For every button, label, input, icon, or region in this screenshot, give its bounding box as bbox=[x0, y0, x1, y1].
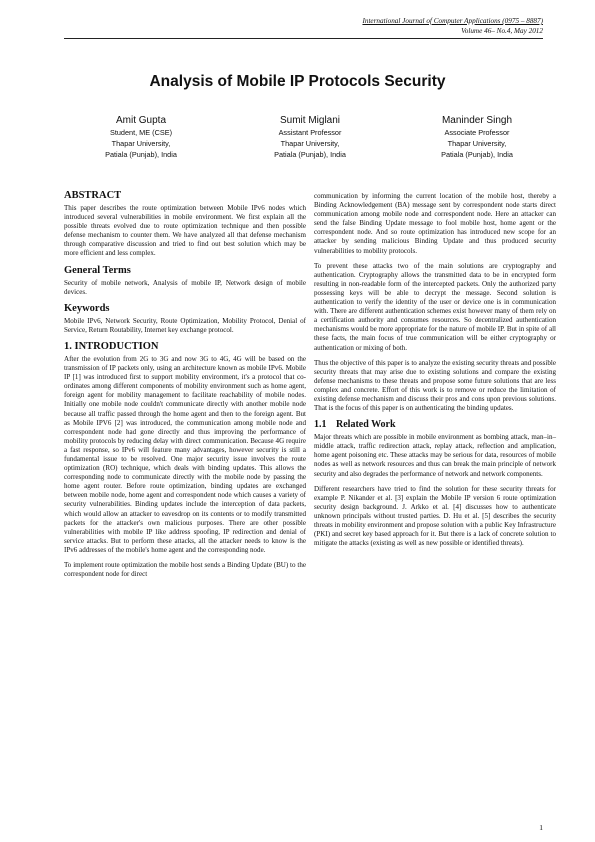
keywords-text: Mobile IPv6, Network Security, Route Optimization, Mobility Protocol, Denial of Service, Return Routability, Internet key exchange protocol. bbox=[64, 316, 306, 334]
running-header bbox=[362, 16, 543, 36]
author-block-3 bbox=[392, 114, 562, 160]
author-role: Student, ME (CSE) bbox=[109, 128, 173, 137]
body-paragraph: communication by informing the current location of the mobile host, thereby a Binding Acknowledgement (BA) message sent by correspondent node starts direct communication among mobile node and correspondent node. Here an attacker can send the false Binding Update message to fool mobile host, home agent or the correspondent node. And so route optimization has introduced new scope for an attacker by sending malicious Binding Update and thus produced security vulnerabilities to mobility protocols. bbox=[314, 192, 556, 255]
body-paragraph: To prevent these attacks two of the main solutions are cryptography and authentication. Cryptography allows the transmitted data to be in encrypted form resulting in non-readable form of the intercepted packets. Only the authorized party possessing keys will be able to decrypt the message. Second solution is authentication to verify the identity of the user or device one is in communication with. There are different authentication schemes exist however many of them rely on a certification authority and consumes resources. So decentralized authentication mechanisms would be more appropriate for the nature of mobile IP. But in spite of all these facts, the main focus of true communication will be either cryptography or authentication or mixing of both. bbox=[314, 261, 556, 352]
author-location: Patiala (Punjab), India bbox=[441, 149, 513, 159]
abstract-heading: ABSTRACT bbox=[64, 190, 122, 201]
journal-volume: Volume 46– No.4, May 2012 bbox=[461, 27, 543, 35]
general-terms-text: Security of mobile network, Analysis of mobile IP, Network design of mobile devices. bbox=[64, 278, 306, 296]
author-block-2 bbox=[225, 114, 395, 160]
general-terms-heading: General Terms bbox=[64, 264, 131, 276]
body-paragraph: Thus the objective of this paper is to analyze the existing security threats and possible security threats that may arise due to existing solutions and compare the existing defense mechanisms to these threats and propose some future solutions that are less complex and concrete. Effort of this work is to remove or reduce the limitation of existing defense mechanism and discuss their pros and cons upon previous solutions. That is the focus of this paper is on authenticating the binding updates. bbox=[314, 358, 556, 413]
author-affiliation: Thapar University, bbox=[447, 138, 507, 148]
author-location: Patiala (Punjab), India bbox=[105, 149, 177, 159]
author-role: Assistant Professor bbox=[278, 128, 342, 137]
author-location: Patiala (Punjab), India bbox=[274, 149, 346, 159]
section-number: 1.1 bbox=[314, 419, 327, 431]
header-rule bbox=[64, 38, 543, 39]
author-affiliation: Thapar University, bbox=[111, 138, 171, 148]
related-work-heading bbox=[314, 419, 556, 431]
introduction-heading: 1. INTRODUCTION bbox=[64, 340, 159, 352]
keywords-heading: Keywords bbox=[64, 302, 110, 314]
left-column bbox=[64, 190, 306, 583]
page-number: 1 bbox=[539, 823, 543, 832]
author-name: Maninder Singh bbox=[441, 115, 513, 126]
introduction-paragraph: After the evolution from 2G to 3G and now 3G to 4G, 4G will be based on the transmission of IP packets only, using an architecture known as mobile IPv6. Mobile IP [1] was introduced first to support mobility environment, it's a protocol that co-ordinates among different components of mobility environment such as home agent, foreign agent for mobility management to facilitate reachability of mobile nodes. Initially one mobile node couldn't communicate directly with another mobile node because all traffic passed through the home agent and then to the foreign agent. But as Mobile IPV6 [2] was introduced, the communication among mobile node and correspondent node had gone directly and thus improving the performance of mobility protocols by reducing delay with direct communication. Because 4G require a fast response, so IPv6 will feature many advantages, however security is still a fundamental issue to be resolved. One major security issue involves the route optimization (RO) technique, which deals with binding updates. This allows the corresponding node to communicate directly with the mobile node by passing the home agent router. Before route optimization, binding updates are exchanged between mobile node, home agent and correspondent node which causes a variety of security vulnerabilities. Binding updates include the interception of data packets, which would allow an attacker to eavesdrop on its contents or to modify transmitted packets for the attacker's own malicious purposes. There are other possible vulnerabilities with mobile IP like address spoofing, IP redirection and denial of service attacks. But to perform these attacks, all the attacker needs to know is the IPv6 addresses of the mobile's home agent and the corresponding node. bbox=[64, 354, 306, 554]
introduction-paragraph: To implement route optimization the mobile host sends a Binding Update (BU) to the correspondent node for direct bbox=[64, 561, 306, 579]
author-name: Amit Gupta bbox=[115, 115, 167, 126]
paper-title: Analysis of Mobile IP Protocols Security bbox=[149, 73, 446, 90]
author-role: Associate Professor bbox=[444, 128, 510, 137]
author-affiliation: Thapar University, bbox=[280, 138, 340, 148]
section-title: Related Work bbox=[336, 419, 396, 431]
author-name: Sumit Miglani bbox=[279, 115, 341, 126]
body-paragraph: Different researchers have tried to find the solution for these security threats for example P. Nikander et al. [3] explain the Mobile IP version 6 route optimization security design background. J. Arkko et al. [4] discusses how to authenticate unknown principals without trusted parties. D. Hu et al. [5] describes the security threats in mobility environment and propose solution with a public Key Infrastructure (PKI) and secret key based approach for it. But there is a lack of concrete solution to mitigate the attacks (existing as well as new possible or identified threats). bbox=[314, 484, 556, 548]
abstract-text: This paper describes the route optimization between Mobile IPv6 nodes which introduced several vulnerabilities in mobile environment. We first explain all the possible threats evolved due to route optimization technique and then possible defense mechanism to counter them. We have analyzed all that defense mechanism through comparative discussion and tried to find out best solution which may be more efficient and less complex. bbox=[64, 204, 306, 258]
author-block-1 bbox=[56, 114, 226, 160]
right-column bbox=[314, 192, 556, 552]
body-paragraph: Major threats which are possible in mobile environment as bombing attack, man–in–middle attack, traffic redirection attack, replay attack, reflection and amplication, home agent poisoning etc. These attacks may be serious for data, resources of mobile nodes as well as network resources and thus can break the main principle of network security and also degrades the performance of network and network components. bbox=[314, 433, 556, 478]
journal-name: International Journal of Computer Applications (0975 – 8887) bbox=[362, 17, 543, 25]
